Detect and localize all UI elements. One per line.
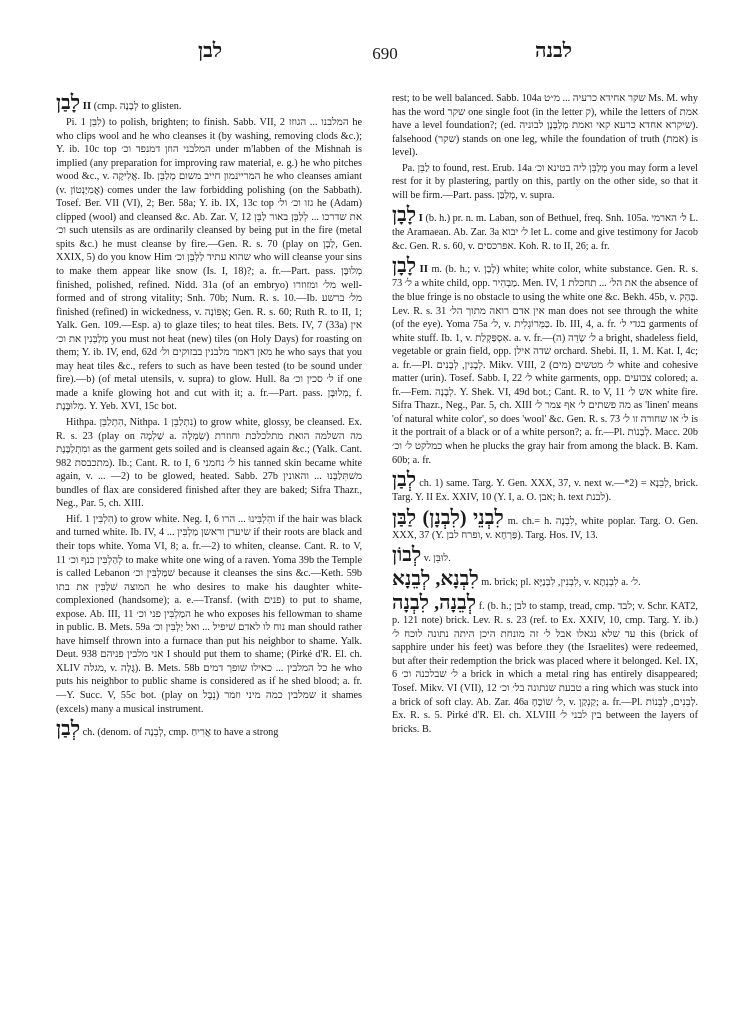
entry-laban-ii [56,92,362,114]
sense-number: I [418,212,423,225]
headword: לָבַן [56,92,81,114]
guide-word-left: לבן [198,40,223,62]
pa-section: Pa. לַבֵּן to found, rest. Erub. 14a מְלַבֵּן ליה בטינא וכ׳ you may form a level rest for it by plastering, partly on this, partly on the other side, so that it will be firm.—Part. pass. מְלַבַּן, v. supra. [392,162,698,201]
entry-laban-i-name [392,204,698,253]
entry-lebon [392,544,698,566]
headword: לְבֵנָה, לִבְנָה [392,592,477,615]
headword: לִבְנָא, לְבֵנָא [392,568,479,591]
entry-laban-ch [56,718,362,740]
headword: לָבָן [392,204,417,227]
headword: לְבַן [56,718,81,741]
left-column [56,92,362,742]
entry-laban-ii-white [392,255,698,467]
entry-text: v. לוּבֵּן. [423,553,451,565]
entry-libna [392,568,698,590]
sense-number: II [419,263,429,276]
headword: לְבַן [392,469,417,492]
running-header [60,40,710,74]
entry-lebenah [392,592,698,736]
entry-text: ch. (denom. of לְבֵנָה, cmp. אֲרִיחַ to have a strong [82,727,279,739]
continued-text: rest; to be well balanced. Sabb. 104a שקר אחידא כרעיה ... מ״ט Ms. M. why has the word שקר one single foot (in the letter ק), while the letters of אמת have a level foundation?; (ed. שיקרא אחדא כרעא קאי ואמת מְלַבְּנָן לבוניה). falsehood (שקר) stands on one leg, while the foundation of truth (אמת) is level). [392,93,698,159]
sense-number: II [82,100,92,112]
entry-leban-ch [392,469,698,505]
entry-text: (b. h.) pr. n. m. Laban, son of Bethuel, freq. Snh. 105a. ל׳ הארמי L. the Aramaean. Ab. Zar. 3a ל׳ יבוא let L. come and give testimony for Jacob &c. Gen. R. s. 60, v. אפרכסים. Koh. R. to II, 26; a. fr. [392,213,699,252]
headword: לִבְנֵי (לִבְנָן) לַבַּן [392,506,504,529]
headword: לָבָן [392,255,417,278]
entry-text: m. ch.= h. לִבְנֶה, white poplar. Targ. O. Gen. XXX, 37 (Y. ופרח לבן, v. פַּרְחָא). Targ. Hos. IV, 13. [392,515,698,541]
entry-text: ch. 1) same. Targ. Y. Gen. XXX, 37, v. next w.—*2) = לְבֵנָא, brick. Targ. Y. II Ex. XXIV, 10 (Y. I, a. O. אבן; h. text לבנת). [392,478,699,504]
page-number: 690 [372,44,398,63]
entry-intro: (cmp. לְבָנָה to glisten. [93,101,182,112]
entry-text: f. (b. h.; לבן to stamp, tread, cmp. לבד; v. Schr. KAT2, p. 121 note) brick. Lev. R. s. 23 (ref. to Ex. XXIV, 10, cmp. Targ. Y. ib.) עד שלא נגאלו אבל ל׳ זה מונחת היכן היתה נתונה לוכח ל׳ this (brick of sapphire under his feet) was before they (the Israelites) were redeemed, but after their redemption the brick was placed where it belonged. Kel. IX, 6 ל׳ שבלכנה וכ׳ a brick in which a metal ring has entirely disappeared; Tosef. Mikv. VI (VII), 12 טבעת שנתונה בל׳ וכ׳ a ring which was stuck into a brick of soft clay. Ab. Zar. 46a ל׳ שׁוֹכֶחָ, v. קַנְקַן; a. fr.—Pl. לְבֵנִים, לְבֵנוֹת. Ex. R. s. 5. Pirké d'R. El. ch. XLVIII בין לבני ל׳ between the layers of bricks. B. [392,601,699,735]
hithpa-section: Hithpa. הִתְלַבֵּן, Nithpa. נִתְלַבֵּן 1) to grow white, glossy, be cleansed. Ex. R. s. 23 (play on שַׁלְמָה a. שִׂמְלָה) מה השלמה הואת מתלכלכת וחוזרת ומִתְלַבֶּנֶת as the garment gets soiled and is cleansed again &c.; (Yalk. Cant. 982 מתכבסת). Ib.; Cant. R. to I, 6 ל׳ נחמני his tanned skin became white again, v. ... —2) to be glowed, heated. Sabb. 27b משׁתִּלַבְּנוּ ... והאונין bundles of flax are considered finished after they are baked; Sifra Thazr., Neg., Par. 5, ch. XIII. [56,417,363,510]
hif-section: Hif. הִלְבִּין 1) to grow white. Neg. I, 6 והִלְבִּינוּ ... הרו if the hair was black and turned white. Ib. IV, 4 ... שׂיערן וראשן מַלְבִּין if their roots are black and their tops white. Yoma VI, 8; a. fr.—2) to whiten, cleanse. Cant. R. to V, 11 לְהַלְבִּין כנף וכ׳ to make white one wing of a raven. Yoma 39b the Temple is called Lebanon שׁמַּלְבִּין וכ׳ because it cleanses the sins &c.—Keth. 59b המוצה שׁלַבִּין את בתו he who desires to make his daughter white-complexioned (handsome); a. e.—Transf. (with פנים) to put to shame, expose. Ab. III, 11 המַלְבִּין פני וכ׳ he who exposes his fellowman to shame in public. B. Mets. 59a נוח לו לאדם שׁיפיל ... ואל יַלְבִּין וכ׳ man should rather have himself thrown into a furnace than put his neighbor to shame. Yalk. Deut. 938 אני מלבין פניהם I should put them to shame; (Pirké d'R. El. ch. XLIV מגלה, v. גָּלָה). B. Mets. 58b כל המלבין ... כאילו שופך דמים he who puts his neighbor to public shame is considered as if he shed blood; a. fr.—Y. Succ. V, 55c bot. (play on נֵבֶל) שמלבין כמה מיני וזמר it shames (excels) many a musical instrument. [56,513,363,715]
entry-white-poplar [392,507,698,543]
entry-text: m. brick; pl. לִבְנִין, לִבְנַיָּא, v. לִבְנְתָא a. ל׳. [481,577,641,589]
headword: לְבוֹן [392,544,422,567]
right-column [392,92,698,738]
pi-section: Pi. לִבֵּן 1) to polish, brighten; to finish. Sabb. VII, 2 המלבנו ... הגוזז he who clips wool and he who cleanses it (by washing, removing clods &c.); Y. ib. 10c top המלבני הוזן דמנפד וכ׳ under m'labben of the Mishnah is implied (any preparation for improving raw material, e. g.) he who pitches wood &c., v. אֲלִיקָה. Ib. המריינמון חייב משום מְלַבֵּן he who cleanses amiant (v. אֲמִיַּנְטוֹן) comes under the law forbidding polishing (on the Sabbath). Tosef. Ber. VII (VI), 2; Ber. 58a; Y. ib. IX, 13c top גזו וכ׳ ול׳ he (Adam) clipped (wool) and cleansed &c. Ab. Zar. V, 12 את שדרכו ... לְלַבֵּן באור לַבֵּן וכ׳ such utensils as are ordinarily cleansed by being put in the fire (metal spits &c.) he must cleanse by fire.—Gen. R. s. 70 (play on לָבָן, Gen. XXIX, 5) do you know Him שהוא עתיד לַלְבֵּן וכ׳ who will cleanse your sins to make them appear like snow (Is. I, 18)?; a. fr.—Part. pass. מְלוּבָּן finished, polished, refined. Nidd. 31a (of an embryo) מל׳ ומזוזרו well-formed and of strong vitality; Snh. 70b; Num. R. s. 10.—Ib. מל׳ ברשע finished (refined) in wickedness, v. אֶפּוֹנָה; Gen. R. s. 60; Ruth R. to II, 1; Yalk. Gen. 109.—Esp. a) to glaze tiles; to heat tiles. Bets. IV, 7 (33a) אין מְלַבְּנִין את וכ׳ you must not heat (new) tiles (on Holy Days) for roasting on them; Y. ib. IV, end, 62d מאן דאמר מלבנין בבזוקים ול׳ he who says that you may heat tiles &c., refers to such as have been tested (to be sound under fire).—b) (of metal utensils, v. supra) to glow. Hull. 8a ל׳ סכין וכ׳ if one made a knife glowing hot and cut with it; a. fr.—Part. pass. מְלוּבָּן, f. מְלוּבֶּנֶת. Y. Yeb. XVI, 15c bot. [56,117,363,413]
guide-word-right: לבנה [534,40,572,62]
entry-text: m. (b. h.; v. לָבַן) white; white color, white substance. Gen. R. s. 73 ל׳ a white child, opp. מַבְהִיר. Men. IV, 1 את הל׳ ... תחכלת the absence of the blue fringe is no obstacle to using the white one &c. Bekh. 45b, v. בָּהַק. Lev. R. s. 31 אין אדם רואה מתוך הל׳ man does not see through the white (of the eye). Yoma 75a ל׳, v. כַּמְּרוֹגְלִית. Ib. III, 4, a. fr. בגדי ל׳ garments of white stuff. Ib. 1, v. אִסְפַּקְלַת. a. v. fr.—ל׳ שָׂדֵה (ה) a bright, shadeless field, vegetable or grain field, opp. שדה אילן orchard. Shebi. II, 1. M. Kat. I, 4c; a. fr.—Pl. לְבָנִין, לְבָנִים. Mikv. VIII, 2 (מים) ל׳ מטשים white and cohesive matter (urin). Tosef. Sabb. I, 22 ל׳ white garments, opp. צבועים colored; a. fr.—Fem. לְבָנָה. Y. Shek. VI, 49d bot.; Cant. R. to V, 11 אש ל׳ white fire. Sifra Thazr., Neg., Par. 5, ch. XIII מה פשתים ל׳ אף צמר ל׳ as 'linen' means 'of natural white color', so does 'wool' &c. Gen. R. s. 73 ל׳ או שחורה זו ל׳ is it the portrait of a black or of a white person?; a. fr.—Pl. לְבָנוֹת. Macc. 20b כמלקט ל׳ וכ׳ when he plucks the gray hair from among the black. B. Kam. 60b; a. fr. [392,264,699,466]
